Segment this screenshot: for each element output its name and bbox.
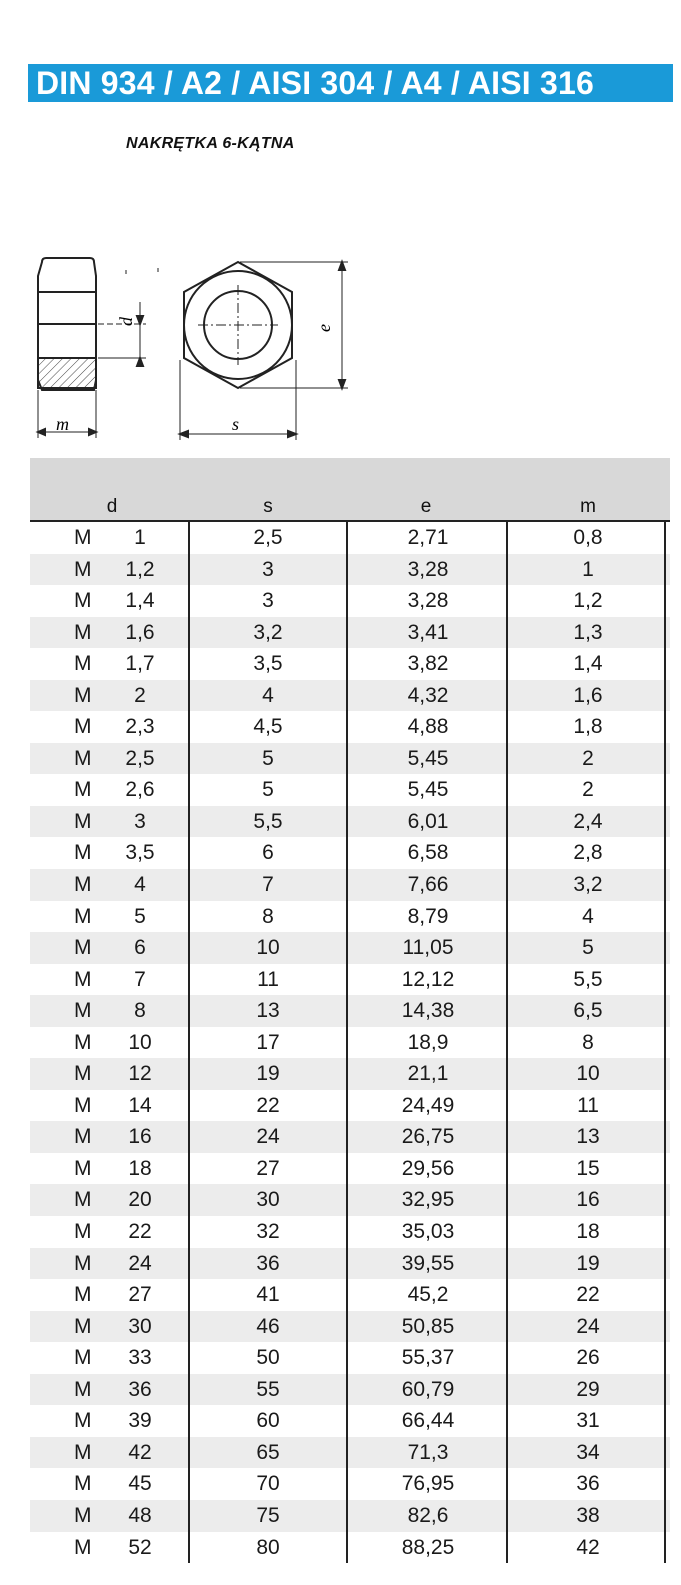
cell-d: 16 bbox=[128, 1125, 152, 1149]
row-prefix: M bbox=[74, 999, 92, 1023]
cell-s: 6 bbox=[262, 841, 274, 865]
cell-m: 36 bbox=[576, 1472, 600, 1496]
table-row bbox=[30, 1216, 670, 1248]
cell-d: 52 bbox=[128, 1535, 152, 1559]
cell-m: 1,2 bbox=[573, 589, 603, 613]
cell-s: 22 bbox=[256, 1093, 280, 1117]
table-row bbox=[30, 1121, 670, 1153]
cell-d: 2,6 bbox=[125, 778, 155, 802]
row-prefix: M bbox=[74, 1472, 92, 1496]
cell-m: 5 bbox=[582, 936, 594, 960]
table-row bbox=[30, 1468, 670, 1500]
cell-m: 19 bbox=[576, 1251, 600, 1275]
cell-d: 22 bbox=[128, 1220, 152, 1244]
cell-e: 12,12 bbox=[401, 967, 455, 991]
dim-d-label: d bbox=[116, 317, 136, 326]
cell-e: 24,49 bbox=[401, 1093, 455, 1117]
cell-d: 30 bbox=[128, 1314, 152, 1338]
cell-s: 30 bbox=[256, 1188, 280, 1212]
table-row bbox=[30, 1184, 670, 1216]
table-row bbox=[30, 869, 670, 901]
table-row bbox=[30, 617, 670, 649]
cell-e: 39,55 bbox=[401, 1251, 455, 1275]
cell-s: 24 bbox=[256, 1125, 280, 1149]
cell-m: 22 bbox=[576, 1283, 600, 1307]
table-body bbox=[30, 520, 670, 1563]
cell-m: 4 bbox=[582, 904, 594, 928]
cell-e: 5,45 bbox=[407, 746, 449, 770]
table-row bbox=[30, 1437, 670, 1469]
row-prefix: M bbox=[74, 1030, 92, 1054]
row-prefix: M bbox=[74, 1346, 92, 1370]
cell-m: 38 bbox=[576, 1503, 600, 1527]
cell-e: 3,41 bbox=[407, 620, 449, 644]
cell-s: 5 bbox=[262, 778, 274, 802]
row-prefix: M bbox=[74, 1440, 92, 1464]
table-row bbox=[30, 585, 670, 617]
row-prefix: M bbox=[74, 1125, 92, 1149]
table-row bbox=[30, 1532, 670, 1564]
row-prefix: M bbox=[74, 589, 92, 613]
cell-d: 42 bbox=[128, 1440, 152, 1464]
cell-d: 1,7 bbox=[125, 652, 155, 676]
table-row bbox=[30, 522, 670, 554]
row-prefix: M bbox=[74, 1156, 92, 1180]
cell-d: 10 bbox=[128, 1030, 152, 1054]
cell-s: 65 bbox=[256, 1440, 280, 1464]
cell-m: 10 bbox=[576, 1062, 600, 1086]
cell-e: 21,1 bbox=[407, 1062, 449, 1086]
cell-s: 8 bbox=[262, 904, 274, 928]
row-prefix: M bbox=[74, 557, 92, 581]
row-prefix: M bbox=[74, 1188, 92, 1212]
cell-e: 14,38 bbox=[401, 999, 455, 1023]
cell-d: 27 bbox=[128, 1283, 152, 1307]
row-prefix: M bbox=[74, 526, 92, 549]
cell-e: 3,28 bbox=[407, 589, 449, 613]
row-prefix: M bbox=[74, 1251, 92, 1275]
row-prefix: M bbox=[74, 715, 92, 739]
cell-e: 3,28 bbox=[407, 557, 449, 581]
cell-m: 1,4 bbox=[573, 652, 603, 676]
cell-m: 8 bbox=[582, 1030, 594, 1054]
cell-s: 75 bbox=[256, 1503, 280, 1527]
cell-e: 3,82 bbox=[407, 652, 449, 676]
cell-s: 55 bbox=[256, 1377, 280, 1401]
dimensions-table bbox=[30, 458, 670, 1563]
cell-m: 29 bbox=[576, 1377, 600, 1401]
cell-s: 13 bbox=[256, 999, 280, 1023]
title-banner bbox=[28, 64, 673, 102]
row-prefix: M bbox=[74, 841, 92, 865]
cell-s: 4 bbox=[262, 683, 274, 707]
cell-m: 1,6 bbox=[573, 683, 603, 707]
cell-d: 33 bbox=[128, 1346, 152, 1370]
cell-e: 8,79 bbox=[407, 904, 449, 928]
cell-e: 50,85 bbox=[401, 1314, 455, 1338]
table-row bbox=[30, 964, 670, 996]
cell-s: 17 bbox=[256, 1030, 280, 1054]
cell-e: 4,88 bbox=[407, 715, 449, 739]
column-header-e: e bbox=[420, 496, 432, 517]
row-prefix: M bbox=[74, 778, 92, 802]
cell-m: 42 bbox=[576, 1535, 600, 1559]
table-row bbox=[30, 774, 670, 806]
cell-d: 3,5 bbox=[125, 841, 155, 865]
cell-m: 2,8 bbox=[573, 841, 603, 865]
cell-e: 71,3 bbox=[407, 1440, 449, 1464]
table-row bbox=[30, 680, 670, 712]
table-row bbox=[30, 837, 670, 869]
column-divider bbox=[506, 522, 508, 1563]
hex-nut-drawing bbox=[28, 240, 358, 445]
cell-d: 14 bbox=[128, 1093, 152, 1117]
dim-m-label: m bbox=[56, 414, 69, 434]
cell-e: 7,66 bbox=[407, 873, 449, 897]
cell-m: 11 bbox=[577, 1093, 599, 1117]
cell-d: 4 bbox=[134, 873, 146, 897]
cell-s: 32 bbox=[256, 1220, 280, 1244]
cell-e: 88,25 bbox=[401, 1535, 455, 1559]
cell-m: 1 bbox=[582, 557, 594, 581]
cell-s: 5 bbox=[262, 746, 274, 770]
row-prefix: M bbox=[74, 746, 92, 770]
table-row bbox=[30, 1248, 670, 1280]
row-prefix: M bbox=[74, 1503, 92, 1527]
cell-e: 18,9 bbox=[407, 1030, 449, 1054]
column-header-m: m bbox=[580, 496, 596, 517]
row-prefix: M bbox=[74, 967, 92, 991]
cell-d: 5 bbox=[134, 904, 146, 928]
row-prefix: M bbox=[74, 620, 92, 644]
cell-d: 36 bbox=[128, 1377, 152, 1401]
cell-s: 27 bbox=[256, 1156, 280, 1180]
row-prefix: M bbox=[74, 1409, 92, 1433]
cell-e: 35,03 bbox=[401, 1220, 455, 1244]
nut-side-view bbox=[38, 258, 158, 438]
cell-d: 48 bbox=[128, 1503, 152, 1527]
column-divider bbox=[346, 522, 348, 1563]
cell-d: 8 bbox=[134, 999, 146, 1023]
row-prefix: M bbox=[74, 1062, 92, 1086]
cell-d: 6 bbox=[134, 936, 146, 960]
cell-s: 70 bbox=[256, 1472, 280, 1496]
row-prefix: M bbox=[74, 904, 92, 928]
row-prefix: M bbox=[74, 683, 92, 707]
cell-s: 46 bbox=[256, 1314, 280, 1338]
table-row bbox=[30, 1405, 670, 1437]
cell-e: 76,95 bbox=[401, 1472, 455, 1496]
cell-m: 31 bbox=[576, 1409, 600, 1433]
cell-s: 11 bbox=[257, 967, 279, 991]
cell-s: 5,5 bbox=[253, 809, 283, 833]
cell-e: 60,79 bbox=[401, 1377, 455, 1401]
table-row bbox=[30, 1279, 670, 1311]
table-row bbox=[30, 995, 670, 1027]
cell-s: 7 bbox=[262, 873, 274, 897]
cell-e: 6,58 bbox=[407, 841, 449, 865]
dim-s-label: s bbox=[232, 414, 240, 434]
row-prefix: M bbox=[74, 936, 92, 960]
dim-e-label: e bbox=[314, 324, 334, 332]
cell-d: 1,2 bbox=[125, 557, 155, 581]
page-title: DIN 934 / A2 / AISI 304 / A4 / AISI 316 bbox=[36, 65, 594, 101]
cell-m: 13 bbox=[576, 1125, 600, 1149]
column-header-s: s bbox=[263, 496, 273, 517]
cell-m: 5,5 bbox=[573, 967, 603, 991]
cell-s: 41 bbox=[256, 1283, 280, 1307]
row-prefix: M bbox=[74, 1314, 92, 1338]
cell-m: 26 bbox=[576, 1346, 600, 1370]
column-divider bbox=[188, 522, 190, 1563]
table-row bbox=[30, 901, 670, 933]
row-prefix: M bbox=[74, 873, 92, 897]
cell-s: 10 bbox=[256, 936, 280, 960]
cell-m: 2 bbox=[582, 778, 594, 802]
cell-d: 20 bbox=[128, 1188, 152, 1212]
table-row bbox=[30, 743, 670, 775]
cell-m: 34 bbox=[576, 1440, 600, 1464]
row-prefix: M bbox=[74, 1093, 92, 1117]
cell-d: 39 bbox=[128, 1409, 152, 1433]
nut-top-view bbox=[180, 262, 348, 440]
row-prefix: M bbox=[74, 1283, 92, 1307]
cell-s: 36 bbox=[256, 1251, 280, 1275]
cell-s: 4,5 bbox=[253, 715, 283, 739]
table-header bbox=[30, 458, 670, 520]
column-divider bbox=[664, 522, 666, 1563]
row-prefix: M bbox=[74, 1377, 92, 1401]
cell-m: 16 bbox=[576, 1188, 600, 1212]
cell-s: 50 bbox=[256, 1346, 280, 1370]
cell-d: 1,4 bbox=[125, 589, 155, 613]
cell-s: 2,5 bbox=[253, 526, 283, 549]
cell-d: 2 bbox=[134, 683, 146, 707]
cell-s: 3,5 bbox=[253, 652, 283, 676]
cell-d: 2,3 bbox=[125, 715, 155, 739]
cell-d: 1,6 bbox=[125, 620, 155, 644]
row-prefix: M bbox=[74, 1220, 92, 1244]
table-row bbox=[30, 806, 670, 838]
table-row bbox=[30, 1058, 670, 1090]
cell-d: 3 bbox=[134, 809, 146, 833]
row-prefix: M bbox=[74, 1535, 92, 1559]
cell-d: 24 bbox=[128, 1251, 152, 1275]
cell-m: 18 bbox=[576, 1220, 600, 1244]
table-row bbox=[30, 1342, 670, 1374]
cell-d: 7 bbox=[134, 967, 146, 991]
cell-m: 2 bbox=[582, 746, 594, 770]
cell-e: 4,32 bbox=[407, 683, 449, 707]
cell-e: 82,6 bbox=[407, 1503, 449, 1527]
cell-e: 2,71 bbox=[407, 526, 449, 549]
cell-e: 5,45 bbox=[407, 778, 449, 802]
table-row bbox=[30, 1027, 670, 1059]
cell-e: 66,44 bbox=[401, 1409, 455, 1433]
table-row bbox=[30, 711, 670, 743]
cell-s: 3,2 bbox=[253, 620, 283, 644]
cell-e: 55,37 bbox=[401, 1346, 455, 1370]
cell-d: 18 bbox=[128, 1156, 152, 1180]
cell-e: 6,01 bbox=[407, 809, 449, 833]
cell-m: 2,4 bbox=[573, 809, 603, 833]
cell-e: 29,56 bbox=[401, 1156, 455, 1180]
cell-e: 26,75 bbox=[401, 1125, 455, 1149]
table-row bbox=[30, 1153, 670, 1185]
cell-m: 6,5 bbox=[573, 999, 603, 1023]
table-row bbox=[30, 554, 670, 586]
cell-m: 24 bbox=[576, 1314, 600, 1338]
cell-s: 19 bbox=[256, 1062, 280, 1086]
cell-m: 0,8 bbox=[573, 526, 603, 549]
cell-e: 11,05 bbox=[402, 936, 454, 960]
table-row bbox=[30, 1374, 670, 1406]
table-row bbox=[30, 1311, 670, 1343]
page-subtitle: NAKRĘTKA 6-KĄTNA bbox=[126, 135, 295, 152]
cell-s: 80 bbox=[256, 1535, 280, 1559]
cell-e: 45,2 bbox=[407, 1283, 449, 1307]
cell-d: 12 bbox=[128, 1062, 152, 1086]
cell-d: 45 bbox=[128, 1472, 152, 1496]
table-row bbox=[30, 1090, 670, 1122]
row-prefix: M bbox=[74, 652, 92, 676]
table-row bbox=[30, 932, 670, 964]
cell-d: 1 bbox=[134, 526, 146, 549]
cell-e: 32,95 bbox=[401, 1188, 455, 1212]
table-row bbox=[30, 648, 670, 680]
cell-s: 3 bbox=[262, 557, 274, 581]
row-prefix: M bbox=[74, 809, 92, 833]
cell-s: 3 bbox=[262, 589, 274, 613]
cell-m: 3,2 bbox=[573, 873, 603, 897]
cell-d: 2,5 bbox=[125, 746, 155, 770]
cell-m: 1,3 bbox=[573, 620, 603, 644]
cell-m: 15 bbox=[576, 1156, 600, 1180]
table-row bbox=[30, 1500, 670, 1532]
column-header-d: d bbox=[106, 496, 118, 517]
cell-s: 60 bbox=[256, 1409, 280, 1433]
cell-m: 1,8 bbox=[573, 715, 603, 739]
